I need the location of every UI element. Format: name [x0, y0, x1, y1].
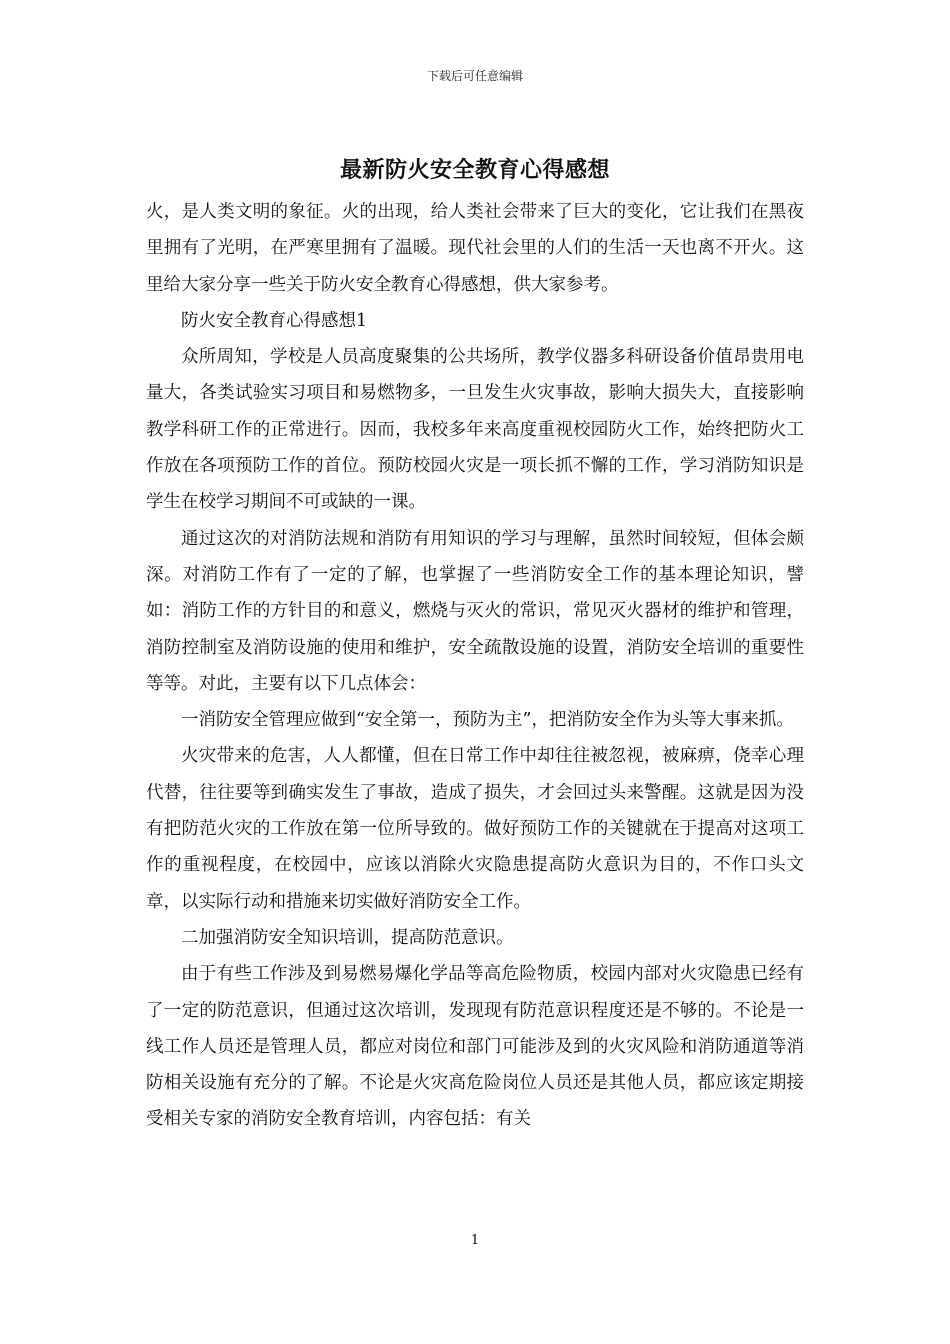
document-title: 最新防火安全教育心得感想	[339, 157, 610, 183]
point-heading: 二加强消防安全知识培训，提高防范意识。	[181, 927, 514, 948]
section-heading: 防火安全教育心得感想1	[181, 310, 368, 331]
body-paragraph: 火灾带来的危害，人人都懂，但在日常工作中却往往被忽视，被麻痹，侥幸心理代替，往往要等到确实发生了事故，造成了损失，才会回过头来警醒。这就是因为没有把防范火灾的工作放在第一位所导致的。做好预防工作的关键就在于提高对这项工作的重视程度，在校园中，应该以消除火灾隐患提高防火意识为目的，不作口头文章，以实际行动和措施来切实做好消防安全工作。	[146, 746, 804, 912]
intro-paragraph: 火，是人类文明的象征。火的出现，给人类社会带来了巨大的变化，它让我们在黑夜里拥有了光明，在严寒里拥有了温暖。现代社会里的人们的生活一天也离不开火。这里给大家分享一些关于防火安全教育心得感想，供大家参考。	[146, 202, 804, 295]
body-paragraph: 通过这次的对消防法规和消防有用知识的学习与理解，虽然时间较短，但体会颇深。对消防工作有了一定的了解，也掌握了一些消防安全工作的基本理论知识，譬如：消防工作的方针目的和意义，燃烧与灭火的常识，常见灭火器材的维护和管理，消防控制室及消防设施的使用和维护，安全疏散设施的设置，消防安全培训的重要性等等。对此，主要有以下几点体会：	[146, 528, 804, 694]
document-body	[146, 194, 804, 1138]
header-note: 下载后可任意编辑	[426, 69, 523, 83]
page-number: 1	[470, 1233, 480, 1248]
body-paragraph: 由于有些工作涉及到易燃易爆化学品等高危险物质，校园内部对火灾隐患已经有了一定的防范意识，但通过这次培训，发现现有防范意识程度还是不够的。不论是一线工作人员还是管理人员，都应对岗位和部门可能涉及到的火灾风险和消防通道等消防相关设施有充分的了解。不论是火灾高危险岗位人员还是其他人员，都应该定期接受相关专家的消防安全教育培训，内容包括：有关	[146, 964, 804, 1130]
point-heading: 一消防安全管理应做到“安全第一，预防为主”，把消防安全作为头等大事来抓。	[181, 710, 794, 731]
body-paragraph: 众所周知，学校是人员高度聚集的公共场所，教学仪器多科研设备价值昂贵用电量大，各类试验实习项目和易燃物多，一旦发生火灾事故，影响大损失大，直接影响教学科研工作的正常进行。因而，我校多年来高度重视校园防火工作，始终把防火工作放在各项预防工作的首位。预防校园火灾是一项长抓不懈的工作，学习消防知识是学生在校学习期间不可或缺的一课。	[146, 347, 804, 513]
